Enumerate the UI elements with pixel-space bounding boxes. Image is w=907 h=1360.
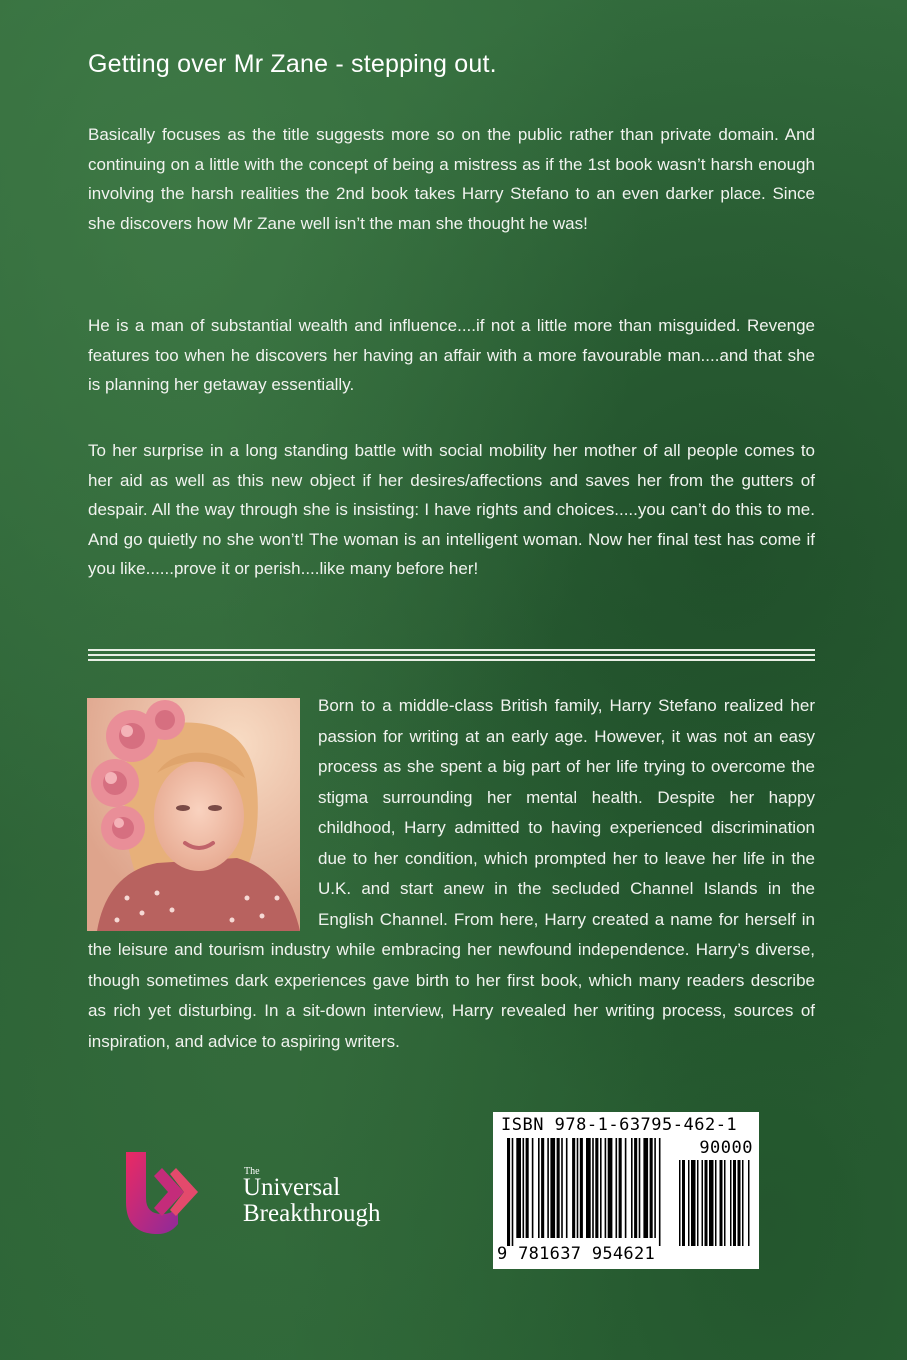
barcode-bar	[654, 1138, 656, 1238]
barcode-addon-bar	[738, 1160, 741, 1246]
barcode-bar	[507, 1138, 510, 1246]
photo-spacer	[88, 691, 318, 931]
divider-line-bottom	[88, 659, 815, 661]
barcode-bar	[547, 1138, 549, 1238]
publisher-logo-icon	[118, 1146, 208, 1238]
barcode-addon-bar	[702, 1160, 704, 1246]
barcode-addon-bar	[691, 1160, 696, 1246]
author-bio-text: Born to a middle-class British family, Harry Stefano realized her passion for writing at an early age. However, it was not an easy process as she spent a big part of her life trying to overcome the stigma surrounding her mental health. Despite her happy childhood, Harry admitted to having experienced discrimination due to her condition, which prompted her to leave her life in the U.K. and start anew in the secluded Channel Islands in the English Channel. From here, Harry created a name for herself in the leisure and tourism industry while embracing her newfound independence. Harry’s diverse, though sometimes dark experiences gave birth to her first book, which many readers describe as rich yet disturbing. In a sit-down interview, Harry revealed her writing process, sources of inspiration, and advice to aspiring writers.	[88, 696, 815, 1051]
publisher-name-the: The	[244, 1166, 260, 1177]
blurb-paragraph-1: Basically focuses as the title suggests more so on the public rather than private domain. And continuing on a little with the concept of being a mistress as if the 1st book wasn’t harsh enough involving the harsh realities the 2nd book takes Harry Stefano to an even darker place. Since she discovers how Mr Zane well isn’t the man she thought he was!	[88, 125, 815, 233]
publisher-name	[243, 1175, 380, 1227]
barcode-bar	[586, 1138, 591, 1238]
barcode-bar	[538, 1138, 540, 1238]
barcode-bar	[592, 1138, 594, 1238]
barcode-bar	[523, 1138, 525, 1238]
barcode-bar	[639, 1138, 641, 1238]
barcode-bar	[557, 1138, 560, 1238]
barcode-bar	[650, 1138, 653, 1238]
publisher-name-line1: Universal	[243, 1174, 341, 1201]
blurb-paragraph-3: To her surprise in a long standing battle with social mobility her mother of all people comes to her aid as well as this new object if her desires/affections and saves her from the gutters of despair. All the way through she is insisting: I have rights and choices.....you can’t do this to me. And go quietly no she won’t! The woman is an intelligent woman. Now her final test has come if you like......prove it or perish....like many before her!	[88, 441, 815, 578]
barcode-bar	[619, 1138, 622, 1238]
barcode-bar	[577, 1138, 579, 1238]
isbn-label: ISBN 978-1-63795-462-1	[501, 1115, 738, 1135]
barcode-addon-bar	[733, 1160, 736, 1246]
barcode-bar	[631, 1138, 633, 1238]
barcode-bar	[616, 1138, 618, 1238]
barcode-bar	[580, 1138, 583, 1238]
barcode-bar	[634, 1138, 637, 1238]
barcode-bar	[526, 1138, 529, 1238]
barcode-bar	[550, 1138, 555, 1238]
barcode-addon-bar	[688, 1160, 690, 1246]
publisher-name-line2: Breakthrough	[243, 1200, 381, 1227]
barcode-addon-bar	[742, 1160, 744, 1246]
publisher-logo	[118, 1146, 208, 1238]
barcode-bar	[595, 1138, 598, 1238]
barcode-bar	[532, 1138, 534, 1238]
barcode-addon-bar	[748, 1160, 750, 1246]
barcode-bar	[516, 1138, 521, 1238]
barcode-bar	[625, 1138, 627, 1238]
divider-line-top	[88, 649, 815, 651]
barcode-addon-bar	[697, 1160, 699, 1246]
price-code: 90000	[699, 1138, 753, 1158]
barcode-bar	[600, 1138, 602, 1238]
barcode-bar	[561, 1138, 563, 1238]
barcode-bar	[643, 1138, 648, 1238]
barcode-addon-bar	[720, 1160, 723, 1246]
barcode-addon-bar	[705, 1160, 708, 1246]
back-cover-heading: Getting over Mr Zane - stepping out.	[88, 50, 497, 78]
barcode-bar	[572, 1138, 575, 1238]
barcode-addon-bar	[709, 1160, 714, 1246]
barcode-bar	[659, 1138, 661, 1246]
barcode-bar	[541, 1138, 544, 1238]
barcode-bar	[566, 1138, 568, 1238]
barcode-addon-bar	[724, 1160, 726, 1246]
barcode-addon-bar	[679, 1160, 681, 1246]
barcode-bar	[512, 1138, 514, 1246]
barcode-bar	[605, 1138, 607, 1238]
ean-digits: 9 781637 954621	[497, 1244, 656, 1264]
isbn-barcode	[493, 1112, 759, 1269]
barcode-addon-bar	[682, 1160, 685, 1246]
divider-line-middle	[88, 654, 815, 656]
barcode-bar	[608, 1138, 613, 1238]
barcode-addon-bar	[730, 1160, 732, 1246]
author-bio	[88, 691, 815, 1057]
barcode-addon-bar	[715, 1160, 717, 1246]
blurb-paragraph-2: He is a man of substantial wealth and influence....if not a little more than misguided. Revenge features too when he discovers her having an affair with a more favourable man....and that she is planning her getaway essentially.	[88, 316, 815, 394]
